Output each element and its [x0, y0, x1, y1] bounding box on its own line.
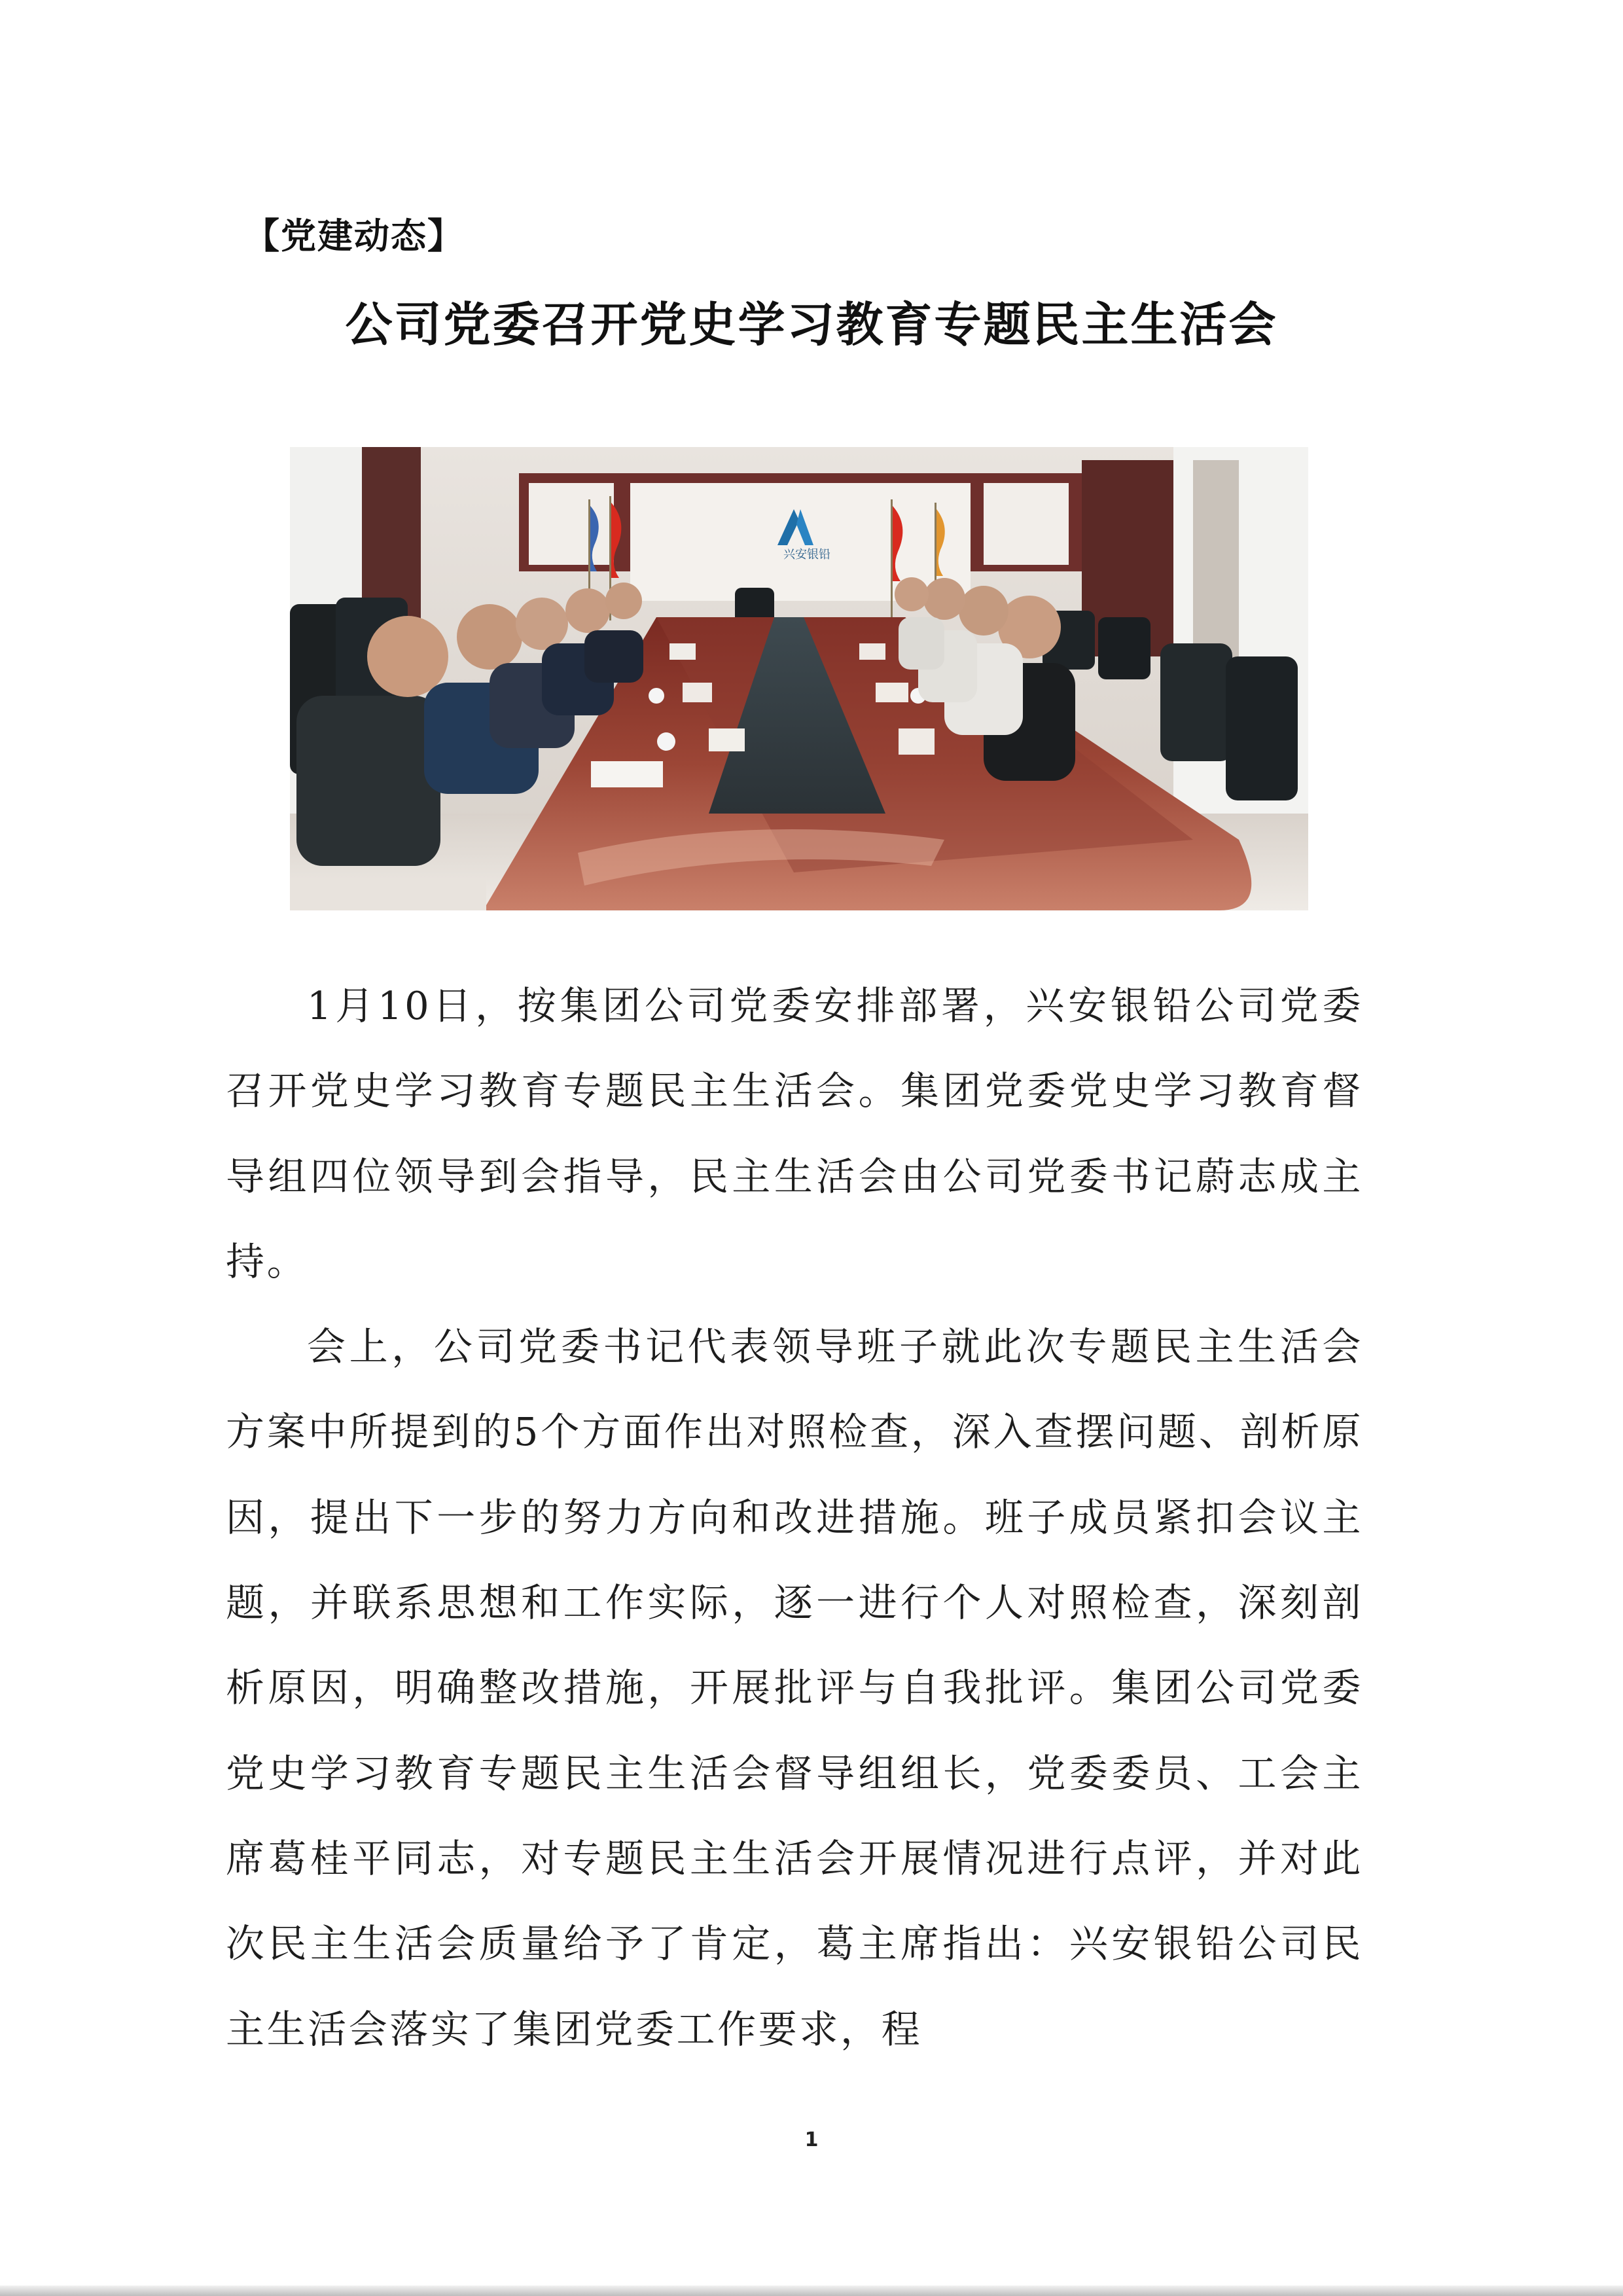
- article-body: [226, 963, 1363, 2072]
- meeting-photo: [290, 447, 1308, 910]
- page-number: 1: [804, 2128, 819, 2151]
- scan-edge: [0, 2286, 1623, 2296]
- svg-text:兴安银铅: 兴安银铅: [783, 548, 830, 562]
- article-title: 公司党委召开党史学习教育专题民主生活会: [345, 297, 1278, 352]
- paragraph-2: 会上，公司党委书记代表领导班子就此次专题民主生活会方案中所提到的5个方面作出对照检查，深入查摆问题、剖析原因，提出下一步的努力方向和改进措施。班子成员紧扣会议主题，并联系思想和工作实际，逐一进行个人对照检查，深刻剖析原因，明确整改措施，开展批评与自我批评。集团公司党委党史学习教育专题民主生活会督导组组长，党委委员、工会主席葛桂平同志，对专题民主生活会开展情况进行点评，并对此次民主生活会质量给予了肯定，葛主席指出：兴安银铅公司民主生活会落实了集团党委工作要求，程: [226, 1324, 1363, 2052]
- paragraph-1: 1月10日，按集团公司党委安排部署，兴安银铅公司党委召开党史学习教育专题民主生活会。集团党委党史学习教育督导组四位领导到会指导，民主生活会由公司党委书记蔚志成主持。: [226, 983, 1363, 1284]
- section-tag: 【党建动态】: [244, 215, 464, 257]
